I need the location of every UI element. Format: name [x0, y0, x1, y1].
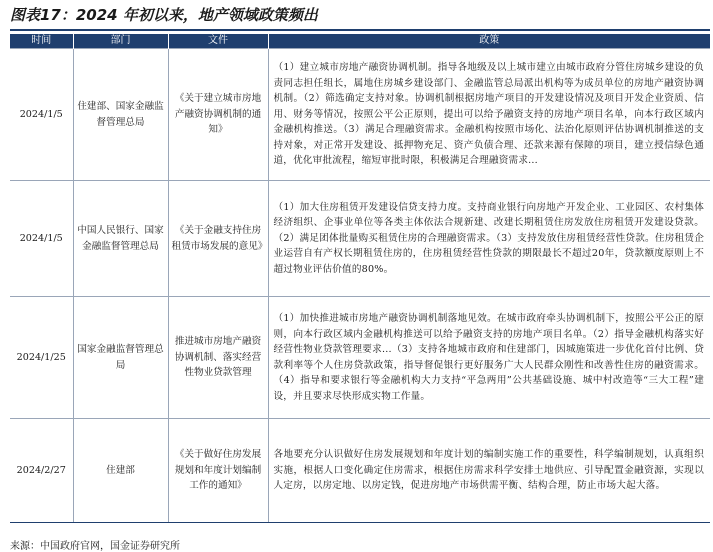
cell-dept: 住建部 — [73, 419, 168, 523]
cell-policy: （1）加快推进城市房地产融资协调机制落地见效。在城市政府牵头协调机制下，按照公平公正的原则，向本行政区域内金融机构推送可以给予融资支持的房地产项目名单。（2）指导金融机构落实好经营性物业贷款管理要求...（3）支持各地城市政府和住建部门，因城施策进一步优化首付比例、贷款利率等个人住房贷款政策，指导督促银行更好服务广大人民群众刚性和改善性住房的融资需求。（4）指导和要求银行等金融机构大力支持“平急两用”公共基础设施、城中村改造等“三大工程”建设，并且要求尽快形成实物工作量。 — [268, 297, 710, 419]
source-note: 来源：中国政府官网，国金证券研究所 — [10, 541, 180, 552]
cell-time: 2024/1/25 — [10, 297, 73, 419]
figure-title: 图表17：2024 年初以来，地产领域政策频出 — [10, 6, 318, 24]
cell-file: 《关于做好住房发展规划和年度计划编制工作的通知》 — [168, 419, 268, 523]
header-file: 文件 — [168, 34, 268, 49]
policy-table — [10, 34, 710, 523]
cell-time: 2024/1/5 — [10, 181, 73, 297]
header-policy: 政策 — [268, 34, 710, 49]
cell-dept: 中国人民银行、国家金融监督管理总局 — [73, 181, 168, 297]
header-dept: 部门 — [73, 34, 168, 49]
title-rule — [10, 29, 710, 31]
cell-time: 2024/1/5 — [10, 49, 73, 181]
cell-time: 2024/2/27 — [10, 419, 73, 523]
cell-file: 《关于金融支持住房租赁市场发展的意见》 — [168, 181, 268, 297]
table-row — [10, 49, 710, 181]
cell-file: 推进城市房地产融资协调机制、落实经营性物业贷款管理 — [168, 297, 268, 419]
table-row — [10, 297, 710, 419]
cell-policy: 各地要充分认识做好住房发展规划和年度计划的编制实施工作的重要性，科学编制规划，认真组织实施，根据人口变化确定住房需求，根据住房需求科学安排土地供应、引导配置金融资源，实现以人定房，以房定地、以房定钱，促进房地产市场供需平衡、结构合理，防止市场大起大落。 — [268, 419, 710, 523]
cell-dept: 住建部、国家金融监督管理总局 — [73, 49, 168, 181]
table-header-row — [10, 34, 710, 49]
table-row — [10, 419, 710, 523]
cell-dept: 国家金融监督管理总局 — [73, 297, 168, 419]
table-row — [10, 181, 710, 297]
cell-policy: （1）加大住房租赁开发建设信贷支持力度。支持商业银行向房地产开发企业、工业园区、农村集体经济组织、企事业单位等各类主体依法合规新建、改建长期租赁住房发放住房租赁开发建设贷款。（2）满足团体批量购买租赁住房的合理融资需求。（3）支持发放住房租赁经营性贷款。住房租赁企业运营自有产权长期租赁住房的，住房租赁经营性贷款的期限最长不超过20年，贷款额度原则上不超过物业评估价值的80%。 — [268, 181, 710, 297]
header-time: 时间 — [10, 34, 73, 49]
cell-file: 《关于建立城市房地产融资协调机制的通知》 — [168, 49, 268, 181]
cell-policy: （1）建立城市房地产融资协调机制。指导各地级及以上城市建立由城市政府分管住房城乡建设的负责同志担任组长，属地住房城乡建设部门、金融监管总局派出机构等为成员单位的房地产融资协调机制。（2）筛选确定支持对象。协调机制根据房地产项目的开发建设情况及项目开发企业资质、信用、财务等情况，按照公平公正原则，提出可以给予融资支持的房地产项目名单，向本行政区域内金融机构推送。（3）满足合理融资需求。金融机构按照市场化、法治化原则评估协调机制推送的支持对象，对正常开发建设、抵押物充足、资产负债合理、还款来源有保障的项目，建立授信绿色通道，优化审批流程，缩短审批时限，积极满足合理融资需求... — [268, 49, 710, 181]
